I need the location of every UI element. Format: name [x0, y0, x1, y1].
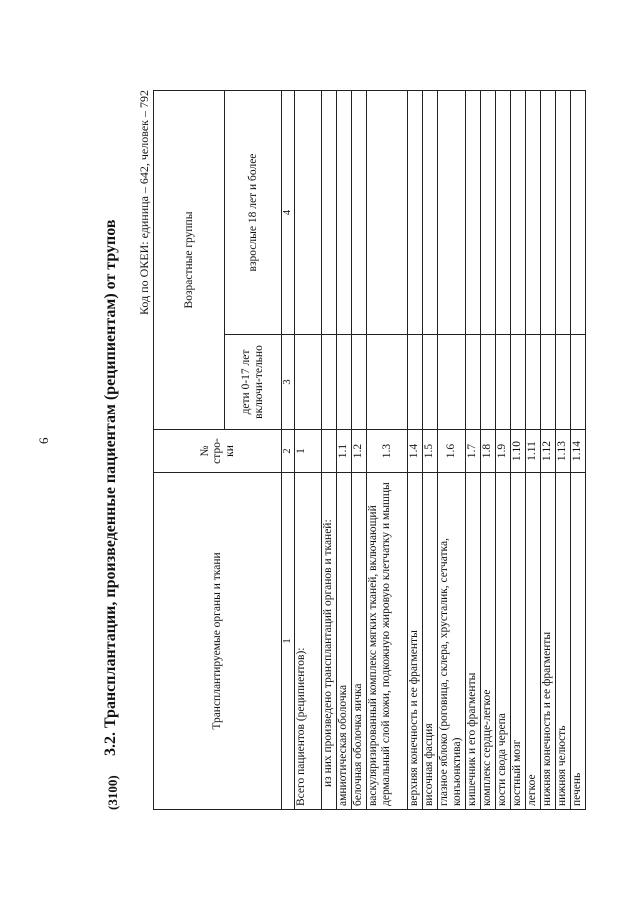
column-number: 4 — [282, 91, 295, 335]
cell-adults[interactable] — [466, 91, 481, 335]
row-line-no: 1.9 — [496, 430, 511, 473]
cell-children[interactable] — [466, 335, 481, 430]
row-line-no: 1.7 — [466, 430, 481, 473]
cell-adults[interactable] — [367, 91, 408, 335]
landscape-sheet — [102, 90, 585, 810]
row-name: печень — [571, 473, 586, 810]
cell-adults[interactable] — [541, 91, 556, 335]
row-line-no: 1.6 — [438, 430, 466, 473]
cell-children[interactable] — [337, 335, 352, 430]
cell-adults[interactable] — [438, 91, 466, 335]
okei-code: Код по ОКЕИ: единица – 642, человек – 792 — [137, 90, 151, 315]
cell-children[interactable] — [423, 335, 438, 430]
row-line-no: 1.10 — [511, 430, 526, 473]
cell-children[interactable] — [511, 335, 526, 430]
column-number: 1 — [282, 473, 295, 810]
row-line-no — [322, 430, 337, 473]
row-name: кости свода черепа — [496, 473, 511, 810]
row-line-no: 1.11 — [526, 430, 541, 473]
section-title: 3.2. Трансплантации, произведенные пациентам (реципиентам) от трупов — [102, 219, 119, 756]
table-row — [466, 91, 481, 810]
table-row — [337, 91, 352, 810]
cell-adults[interactable] — [352, 91, 367, 335]
row-name: белочная оболочка яичка — [352, 473, 367, 810]
row-name: верхняя конечность и ее фрагменты — [408, 473, 423, 810]
row-name: нижняя конечность и ее фрагменты — [541, 473, 556, 810]
table-row — [496, 91, 511, 810]
table-row — [541, 91, 556, 810]
row-line-no: 1.4 — [408, 430, 423, 473]
row-name: кишечник и его фрагменты — [466, 473, 481, 810]
row-name: амниотическая оболочка — [337, 473, 352, 810]
cell-children[interactable] — [541, 335, 556, 430]
cell-children[interactable] — [322, 335, 337, 430]
cell-children[interactable] — [526, 335, 541, 430]
cell-adults[interactable] — [295, 91, 322, 335]
row-name: комплекс сердце-легкое — [481, 473, 496, 810]
table-row — [481, 91, 496, 810]
cell-adults[interactable] — [556, 91, 571, 335]
cell-children[interactable] — [367, 335, 408, 430]
column-number: 2 — [282, 430, 295, 473]
row-name: васкуляризированный комплекс мягких тканей, включающий дермальный слой кожи, подкожную жировую клетчатку и мышцы — [367, 473, 408, 810]
table-row — [295, 91, 322, 810]
table-row — [352, 91, 367, 810]
row-line-no: 1.12 — [541, 430, 556, 473]
header-adults: взрослые 18 лет и более — [225, 91, 282, 335]
cell-adults[interactable] — [423, 91, 438, 335]
row-line-no: 1.8 — [481, 430, 496, 473]
cell-children[interactable] — [496, 335, 511, 430]
cell-adults[interactable] — [337, 91, 352, 335]
row-name: легкое — [526, 473, 541, 810]
cell-adults[interactable] — [496, 91, 511, 335]
cell-adults[interactable] — [322, 91, 337, 335]
cell-children[interactable] — [481, 335, 496, 430]
table-row — [526, 91, 541, 810]
column-number: 3 — [282, 335, 295, 430]
row-line-no: 1.2 — [352, 430, 367, 473]
row-name: нижняя челюсть — [556, 473, 571, 810]
table-row — [408, 91, 423, 810]
cell-adults[interactable] — [481, 91, 496, 335]
cell-children[interactable] — [352, 335, 367, 430]
cell-children[interactable] — [571, 335, 586, 430]
table-row — [571, 91, 586, 810]
cell-children[interactable] — [408, 335, 423, 430]
row-line-no: 1 — [295, 430, 322, 473]
cell-children[interactable] — [438, 335, 466, 430]
cell-adults[interactable] — [408, 91, 423, 335]
form-code: (3100) — [105, 775, 120, 810]
cell-adults[interactable] — [511, 91, 526, 335]
cell-children[interactable] — [556, 335, 571, 430]
table-row — [438, 91, 466, 810]
header-age-groups: Возрастные группы — [154, 91, 225, 430]
table-row — [423, 91, 438, 810]
transplant-table — [153, 90, 586, 810]
cell-adults[interactable] — [571, 91, 586, 335]
row-line-no: 1.1 — [337, 430, 352, 473]
row-name: Всего пациентов (реципиентов): — [295, 473, 322, 810]
row-line-no: 1.13 — [556, 430, 571, 473]
row-line-no: 1.3 — [367, 430, 408, 473]
row-line-no: 1.5 — [423, 430, 438, 473]
row-name: височная фасция — [423, 473, 438, 810]
table-row — [556, 91, 571, 810]
table-row — [511, 91, 526, 810]
header-line-no: № стро-ки — [154, 430, 282, 473]
row-line-no: 1.14 — [571, 430, 586, 473]
cell-children[interactable] — [295, 335, 322, 430]
table-row — [322, 91, 337, 810]
header-organs: Трансплантируемые органы и ткани — [154, 473, 282, 810]
page-number: 6 — [36, 437, 51, 444]
header-children: дети 0-17 лет включи-тельно — [225, 335, 282, 430]
row-name: глазное яблоко (роговица, склера, хрусталик, сетчатка, конъюнктива) — [438, 473, 466, 810]
table-row — [367, 91, 408, 810]
cell-adults[interactable] — [526, 91, 541, 335]
row-name: из них произведено трансплантаций органов и тканей: — [322, 473, 337, 810]
row-name: костный мозг — [511, 473, 526, 810]
